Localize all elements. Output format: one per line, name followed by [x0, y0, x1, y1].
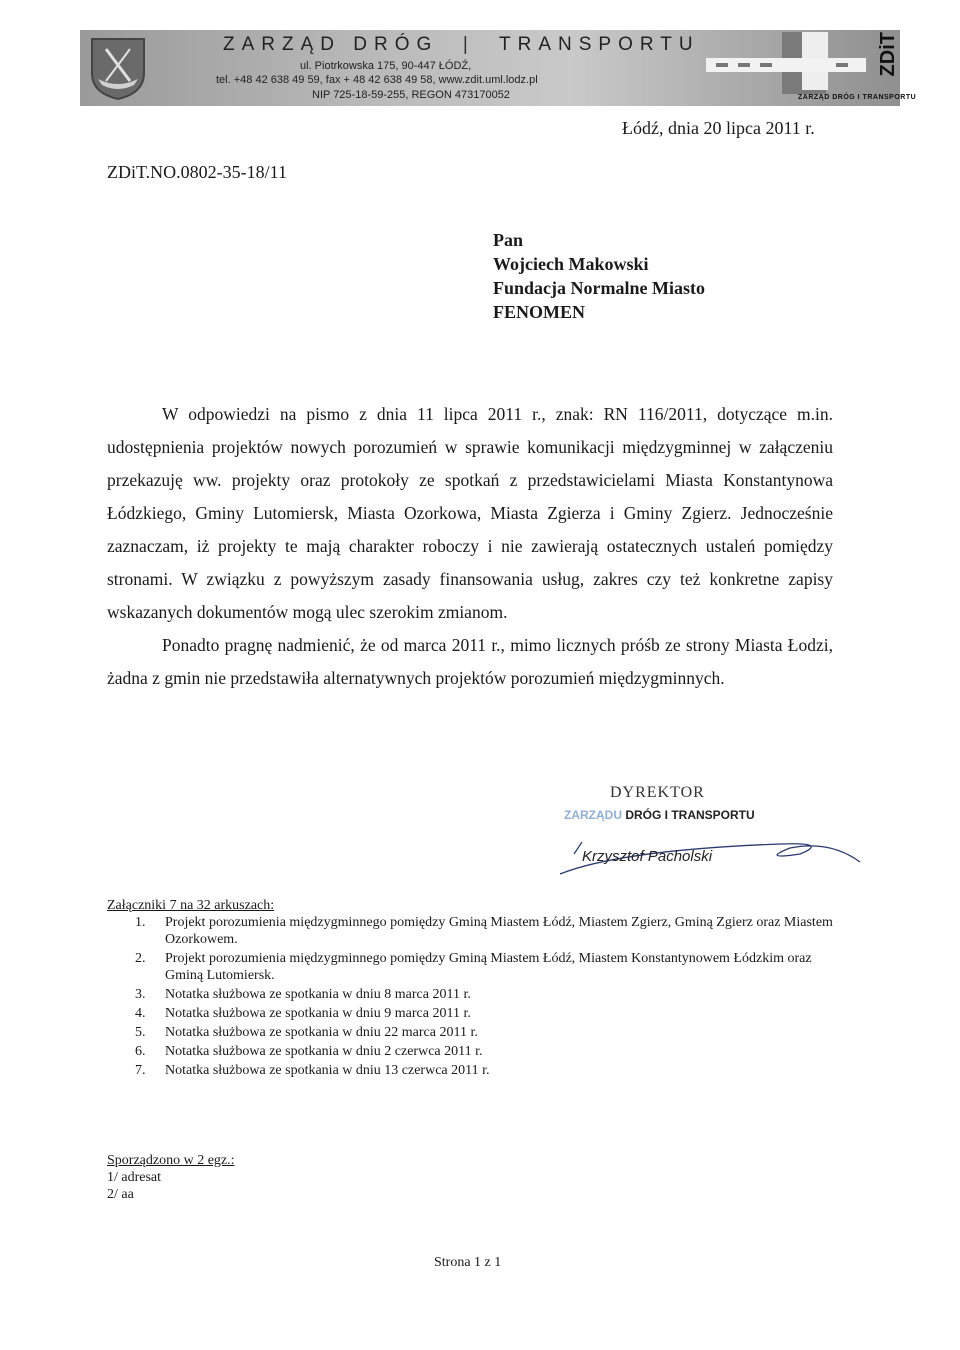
recipient-name: Wojciech Makowski: [493, 254, 649, 274]
attachment-item: 1. Projekt porozumienia międzygminnego pomiędzy Gminą Miastem Łódź, Miastem Zgierz, Gminą Zgierz oraz Miastem Ozorkowem.: [135, 915, 833, 947]
attachment-item: 3. Notatka służbowa ze spotkania w dniu 8 marca 2011 r.: [135, 987, 471, 1002]
letterhead-title-left: ZARZĄD DRÓG: [223, 34, 439, 55]
city-crest-icon: [88, 35, 148, 101]
letter-body: [107, 398, 833, 695]
recipient-organization: Fundacja Normalne Miasto: [493, 278, 705, 298]
copies-note: [107, 1152, 235, 1203]
body-paragraph: Ponadto pragnę nadmienić, że od marca 2011 r., mimo licznych próśb ze strony Miasta Łodzi, żadna z gmin nie przedstawiła alternatywnych projektów porozumień międzygminnych.: [107, 635, 833, 688]
signature-name: Krzysztof Pacholski: [582, 848, 713, 865]
signature-org: DRÓG I TRANSPORTU: [625, 808, 755, 822]
logo-caption: ZARZĄD DRÓG I TRANSPORTU: [798, 94, 917, 101]
letterhead-ids: NIP 725-18-59-255, REGON 473170052: [312, 89, 510, 101]
page-number: Strona 1 z 1: [434, 1255, 502, 1270]
letterhead-title: ZARZĄD DRÓG | TRANSPORTU: [223, 34, 700, 55]
attachment-item: 5. Notatka służbowa ze spotkania w dniu 22 marca 2011 r.: [135, 1025, 478, 1040]
zdit-logo: [706, 30, 917, 106]
road-logo-icon: [706, 32, 866, 94]
attachment-item: 6. Notatka służbowa ze spotkania w dniu 2 czerwca 2011 r.: [135, 1044, 483, 1059]
reference-number: ZDiT.NO.0802-35-18/11: [107, 162, 287, 182]
body-paragraph: W odpowiedzi na pismo z dnia 11 lipca 2011 r., znak: RN 116/2011, dotyczące m.in. udostępnienia projektów nowych porozumień w sprawie komunikacji międzygminnej w załączeniu przekazuję ww. projekty oraz protokoły ze spotkań z przedstawicielami Miasta Konstantynowa Łódzkiego, Gminy Lutomiersk, Miasta Ozorkowa, Miasta Zgierza i Gminy Zgierz. Jednocześnie zaznaczam, iż projekty te mają charakter roboczy i nie zawierają ostatecznych ustaleń pomiędzy stronami. W związku z powyższym zasady finansowania usług, zakres czy też konkretne zapisy wskazanych dokumentów mogą ulec szerokim zmianom.: [107, 404, 833, 622]
copies-line: 1/ adresat: [107, 1170, 162, 1185]
letterhead: [80, 30, 917, 106]
signature-title: DYREKTOR: [610, 784, 705, 801]
handwritten-signature-icon: [560, 784, 880, 894]
attachments-heading: Załączniki 7 na 32 arkuszach:: [107, 898, 275, 913]
attachment-item: 4. Notatka służbowa ze spotkania w dniu 9 marca 2011 r.: [135, 1006, 471, 1021]
copies-line: 2/ aa: [107, 1187, 134, 1202]
recipient-organization-short: FENOMEN: [493, 302, 585, 322]
letterhead-address: ul. Piotrkowska 175, 90-447 ŁÓDŹ,: [300, 60, 472, 72]
letterhead-title-right: TRANSPORTU: [499, 34, 700, 55]
attachments-list: [107, 897, 837, 1081]
recipient-address: [493, 228, 705, 324]
signature-org-faint: ZARZĄDU: [564, 808, 622, 822]
letter-date: Łódź, dnia 20 lipca 2011 r.: [622, 118, 815, 138]
letterhead-contact: tel. +48 42 638 49 59, fax + 48 42 638 49 58, www.zdit.uml.lodz.pl: [216, 74, 538, 86]
attachment-item: 7. Notatka służbowa ze spotkania w dniu 13 czerwca 2011 r.: [135, 1063, 490, 1078]
attachment-item: 2. Projekt porozumienia międzygminnego pomiędzy Gminą Miastem Łódź, Miastem Konstantynowem Łódzkim oraz Gminą Lutomiersk.: [135, 951, 812, 983]
logo-vertical-text: ZDiT: [877, 32, 899, 77]
recipient-salutation: Pan: [493, 230, 524, 250]
signature-block: [560, 784, 880, 894]
copies-heading: Sporządzono w 2 egz.:: [107, 1153, 235, 1168]
